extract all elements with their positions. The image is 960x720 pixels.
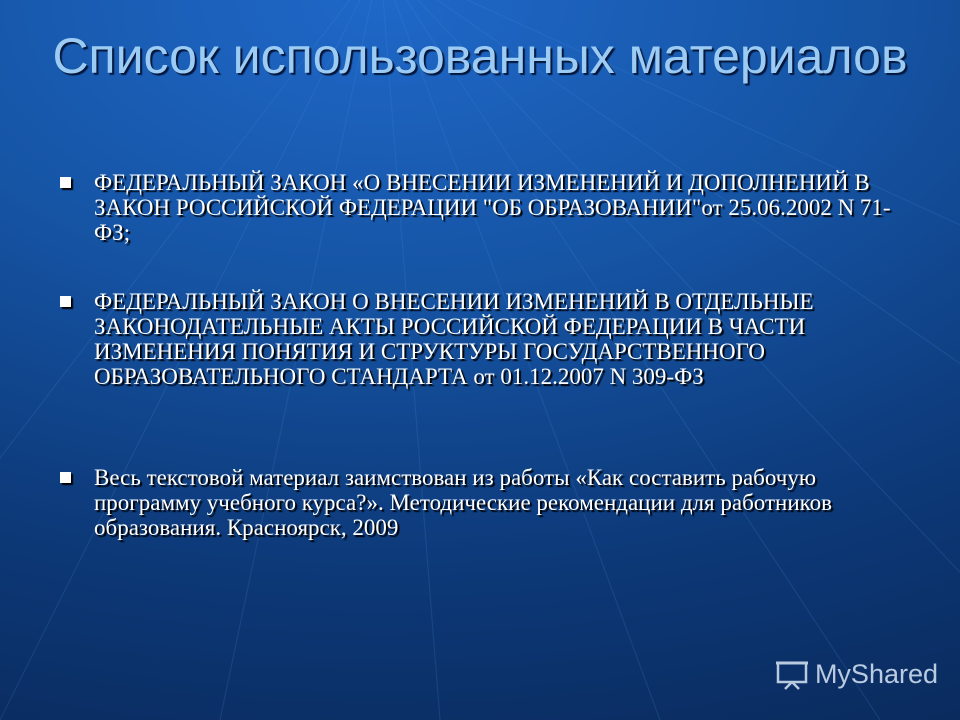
list-item	[58, 289, 908, 389]
list-item	[58, 465, 908, 540]
list-item-text: ФЕДЕРАЛЬНЫЙ ЗАКОН О ВНЕСЕНИИ ИЗМЕНЕНИЙ В ОТДЕЛЬНЫЕ ЗАКОНОДАТЕЛЬНЫЕ АКТЫ РОССИЙСКОЙ ФЕДЕРАЦИИ В ЧАСТИ ИЗМЕНЕНИЯ ПОНЯТИЯ И СТРУКТУРЫ ГОСУДАРСТВЕННОГО ОБРАЗОВАТЕЛЬНОГО СТАНДАРТА от 01.12.2007 N 309-ФЗ	[94, 289, 814, 389]
myshared-watermark	[775, 659, 938, 690]
presentation-icon	[775, 660, 809, 690]
list-item-text: Весь текстовой материал заимствован из работы «Как составить рабочую программу учебного курса?». Методические рекомендации для работников образования. Красноярск, 2009	[94, 465, 832, 540]
list-item-text: ФЕДЕРАЛЬНЫЙ ЗАКОН «О ВНЕСЕНИИ ИЗМЕНЕНИЙ И ДОПОЛНЕНИЙ В ЗАКОН РОССИЙСКОЙ ФЕДЕРАЦИИ "ОБ ОБРАЗОВАНИИ"от 25.06.2002 N 71-ФЗ;	[94, 170, 891, 245]
slide-title: Список использованных материалов	[52, 28, 908, 84]
watermark-text: MyShared	[814, 659, 938, 689]
square-bullet-icon	[60, 472, 71, 483]
list-item	[58, 170, 908, 245]
square-bullet-icon	[60, 296, 71, 307]
bullet-list	[58, 170, 908, 540]
square-bullet-icon	[60, 177, 71, 188]
